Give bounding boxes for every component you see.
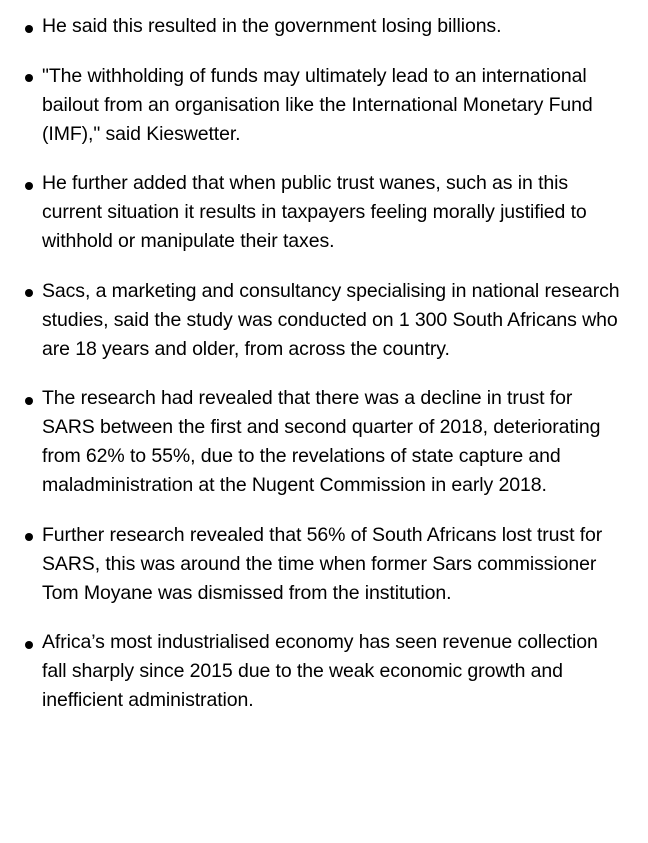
bullet-dot-icon	[25, 397, 33, 405]
bullet-text: He said this resulted in the government losing billions.	[42, 15, 502, 37]
bullet-dot-icon	[25, 289, 33, 297]
bullet-dot-icon	[25, 74, 33, 82]
bullet-item	[0, 628, 648, 715]
bullet-item	[0, 277, 648, 364]
bullet-item	[0, 12, 648, 41]
bullet-text: He further added that when public trust wanes, such as in this current situation it results in taxpayers feeling morally justified to withhold or manipulate their taxes.	[42, 172, 587, 252]
bullet-text: Further research revealed that 56% of South Africans lost trust for SARS, this was around the time when former Sars commissioner Tom Moyane was dismissed from the institution.	[42, 523, 603, 604]
bullet-list	[0, 12, 648, 715]
bullet-text: Sacs, a marketing and consultancy specialising in national research studies, said the study was conducted on 1 300 South Africans who are 18 years and older, from across the country.	[42, 279, 620, 360]
bullet-text: "The withholding of funds may ultimately lead to an international bailout from an organisation like the International Monetary Fund (IMF)," said Kieswetter.	[42, 64, 593, 145]
bullet-item	[0, 62, 648, 149]
bullet-dot-icon	[25, 182, 33, 190]
bullet-dot-icon	[25, 25, 33, 33]
bullet-dot-icon	[25, 533, 33, 541]
bullet-item	[0, 384, 648, 500]
bullet-dot-icon	[25, 641, 33, 649]
bullet-item	[0, 169, 648, 256]
bullet-text: The research had revealed that there was a decline in trust for SARS between the first and second quarter of 2018, deteriorating from 62% to 55%, due to the revelations of state capture and maladministration at the Nugent Commission in early 2018.	[42, 387, 601, 496]
bullet-text: Africa’s most industrialised economy has seen revenue collection fall sharply since 2015 due to the weak economic growth and inefficient administration.	[42, 631, 598, 711]
bullet-item	[0, 521, 648, 608]
